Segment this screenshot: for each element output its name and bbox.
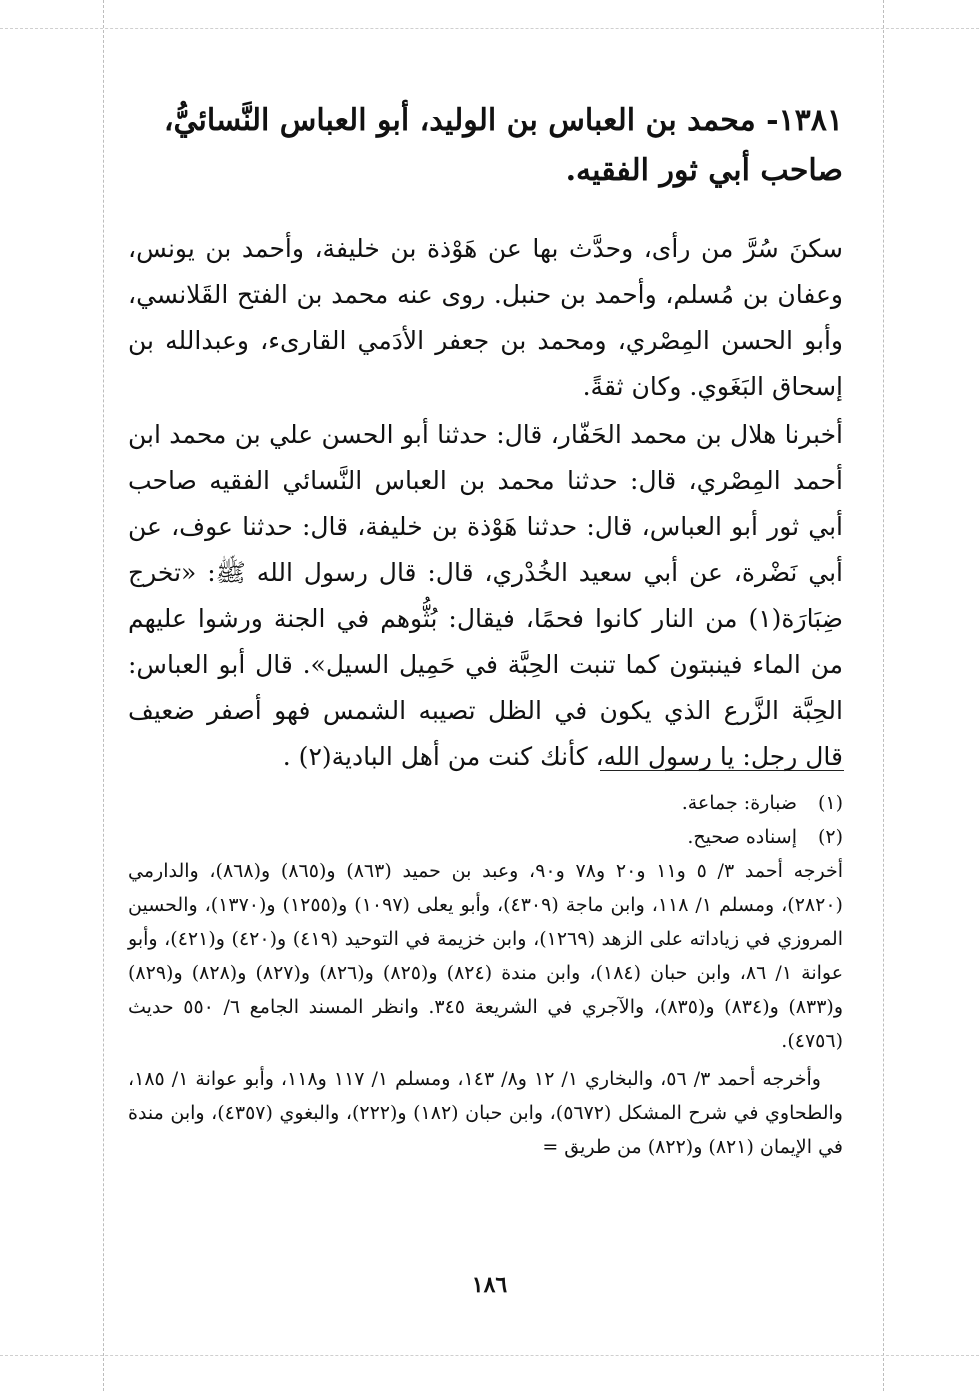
entry-heading-line2: صاحب أبي ثور الفقيه. <box>565 153 843 188</box>
scan-guide-line <box>0 28 979 29</box>
page-number: ١٨٦ <box>471 1272 508 1298</box>
footnotes <box>128 786 843 1164</box>
hadith-paragraph: أخبرنا هلال بن محمد الحَفّار، قال: حدثنا أبو الحسن علي بن محمد ابن أحمد المِصْري، قال: حدثنا محمد بن العباس النَّسائي الفقيه صاحب أبي ثور أبو العباس، قال: حدثنا هَوْذة بن خليفة، قال: حدثنا عوف، عن أبي نَضْرة، عن أبي سعيد الخُدْري، قال: قال رسول الله ﷺ: «تخرج ضِبَارَة(١) من النار كانوا فحمًا، فيقال: بُثُّوهم في الجنة ورشوا عليهم من الماء فينبتون كما تنبت الحِبَّة في حَمِيل السيل». قال أبو العباس: الحِبَّة الزَّرع الذي يكون في الظل تصيبه الشمس فهو أصفر ضعيف قال رجل: يا رسول الله، كأنك كنت من أهل البادية(٢) . <box>128 420 843 771</box>
entry-heading-line1: ١٣٨١- محمد بن العباس بن الوليد، أبو العباس النَّسائيُّ، <box>163 103 843 138</box>
footnote-number: (١) <box>817 792 843 814</box>
biography-paragraph: سكنَ سُرَّ من رأى، وحدَّث بها عن هَوْذة بن خليفة، وأحمد بن يونس، وعفان بن مُسلم، وأحمد بن حنبل. روى عنه محمد بن الفتح القَلانسي، وأبو الحسن المِصْري، ومحمد بن جعفر الأدَمي القارىء، وعبدالله بن إسحاق البَغَوي. وكان ثقةً. <box>128 234 843 401</box>
scan-guide-line <box>103 0 104 1391</box>
footnote-text: ضبارة: جماعة. <box>681 792 797 814</box>
footnote-text: إسناده صحيح. <box>687 826 797 848</box>
footnote-1 <box>128 786 843 820</box>
scan-guide-line <box>0 1355 979 1356</box>
footnote-number: (٢) <box>817 826 843 848</box>
scan-guide-line <box>883 0 884 1391</box>
footnote-separator <box>600 770 844 771</box>
footnote-source-2: وأخرجه أحمد ٣/ ٥٦، والبخاري ١/ ١٢ و٨/ ١٤٣، ومسلم ١/ ١١٧ و١١٨، وأبو عوانة ١/ ١٨٥، والطحاوي في شرح المشكل (٥٦٧٢)، وابن حبان (١٨٢) و(٢٢٢)، والبغوي (٤٣٥٧)، وابن مندة في الإيمان (٨٢١) و(٨٢٢) من طريق = <box>128 1068 843 1158</box>
entry-heading <box>128 96 843 196</box>
footnote-source-1: أخرجه أحمد ٣/ ٥ و١١ و٢٠ و٧٨ و٩٠، وعبد بن حميد (٨٦٣) و(٨٦٥) و(٨٦٨)، والدارمي (٢٨٢٠)، ومسلم ١/ ١١٨، وابن ماجة (٤٣٠٩)، وأبو يعلى (١٠٩٧) و(١٢٥٥) و(١٣٧٠)، والحسين المروزي في زياداته على الزهد (١٢٦٩)، وابن خزيمة في التوحيد (٤١٩) و(٤٢٠) و(٤٢١)، وأبو عوانة ١/ ٨٦، وابن حبان (١٨٤)، وابن مندة (٨٢٤) و(٨٢٥) و(٨٢٦) و(٨٢٧) و(٨٢٨) و(٨٢٩) و(٨٣٣) و(٨٣٤) و(٨٣٥)، والآجري في الشريعة ٣٤٥. وانظر المسند الجامع ٦/ ٥٥٠ حديث (٤٧٥٦). <box>128 860 844 1052</box>
footnote-2 <box>128 820 843 854</box>
